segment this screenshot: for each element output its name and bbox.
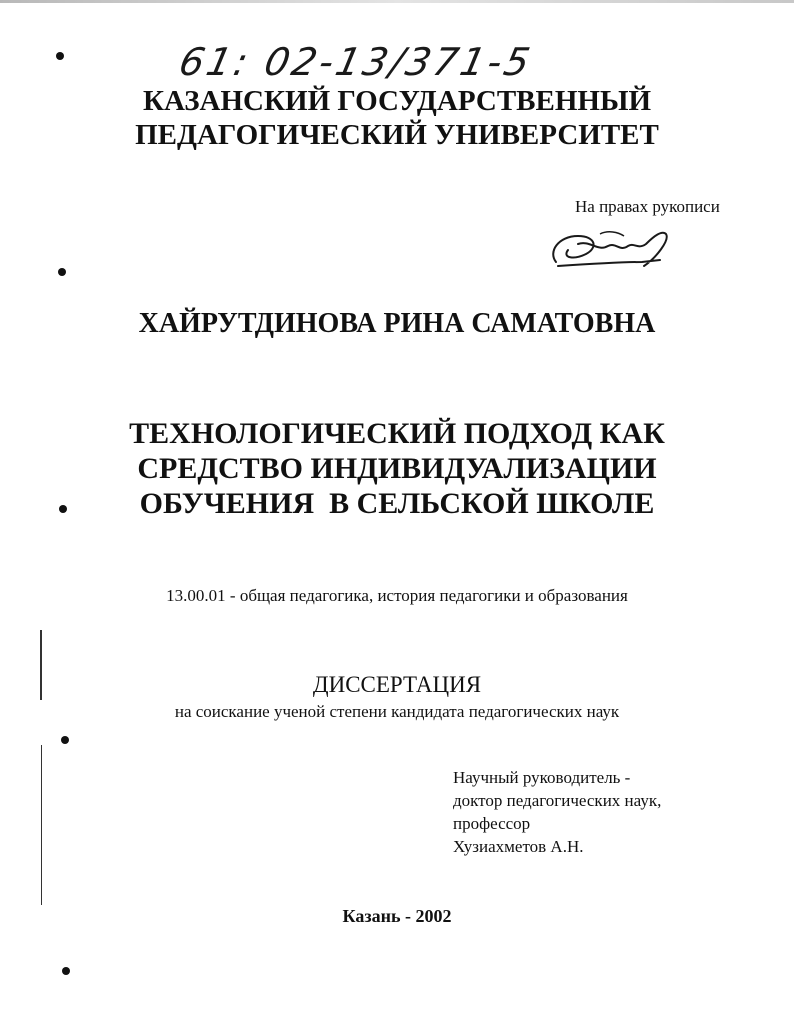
advisor-line2: доктор педагогических наук, xyxy=(453,791,662,810)
university-name-line2: ПЕДАГОГИЧЕСКИЙ УНИВЕРСИТЕТ xyxy=(135,119,659,151)
scan-top-edge xyxy=(0,0,794,3)
scan-edge-line xyxy=(41,745,42,905)
degree-statement: на соискание ученой степени кандидата педагогических наук xyxy=(174,702,620,721)
title-line2: СРЕДСТВО ИНДИВИДУАЛИЗАЦИИ xyxy=(137,452,657,485)
university-name xyxy=(0,84,794,152)
advisor-line3: профессор xyxy=(453,814,531,833)
document-type: ДИССЕРТАЦИЯ xyxy=(312,672,482,697)
manuscript-rights-note: На правах рукописи xyxy=(575,197,720,216)
title-line1: ТЕХНОЛОГИЧЕСКИЙ ПОДХОД КАК xyxy=(129,417,665,450)
scientific-advisor xyxy=(453,766,661,858)
author-signature xyxy=(538,222,678,282)
punch-hole-dot xyxy=(61,736,69,744)
punch-hole-dot xyxy=(56,52,64,60)
dissertation-title xyxy=(0,416,794,521)
author-name: ХАЙРУТДИНОВА РИНА САМАТОВНА xyxy=(138,308,656,339)
title-line3: ОБУЧЕНИЯ В СЕЛЬСКОЙ ШКОЛЕ xyxy=(139,487,655,520)
city-year: Казань - 2002 xyxy=(342,906,452,926)
specialty-code: 13.00.01 - общая педагогика, история педагогики и образования xyxy=(166,586,628,605)
punch-hole-dot xyxy=(58,268,66,276)
university-name-line1: КАЗАНСКИЙ ГОСУДАРСТВЕННЫЙ xyxy=(142,85,652,117)
advisor-line4: Хузиахметов А.Н. xyxy=(453,837,584,856)
handwritten-archive-code: 61: 02-13/371-5 xyxy=(175,40,537,84)
advisor-line1: Научный руководитель - xyxy=(453,768,631,787)
punch-hole-dot xyxy=(62,967,70,975)
